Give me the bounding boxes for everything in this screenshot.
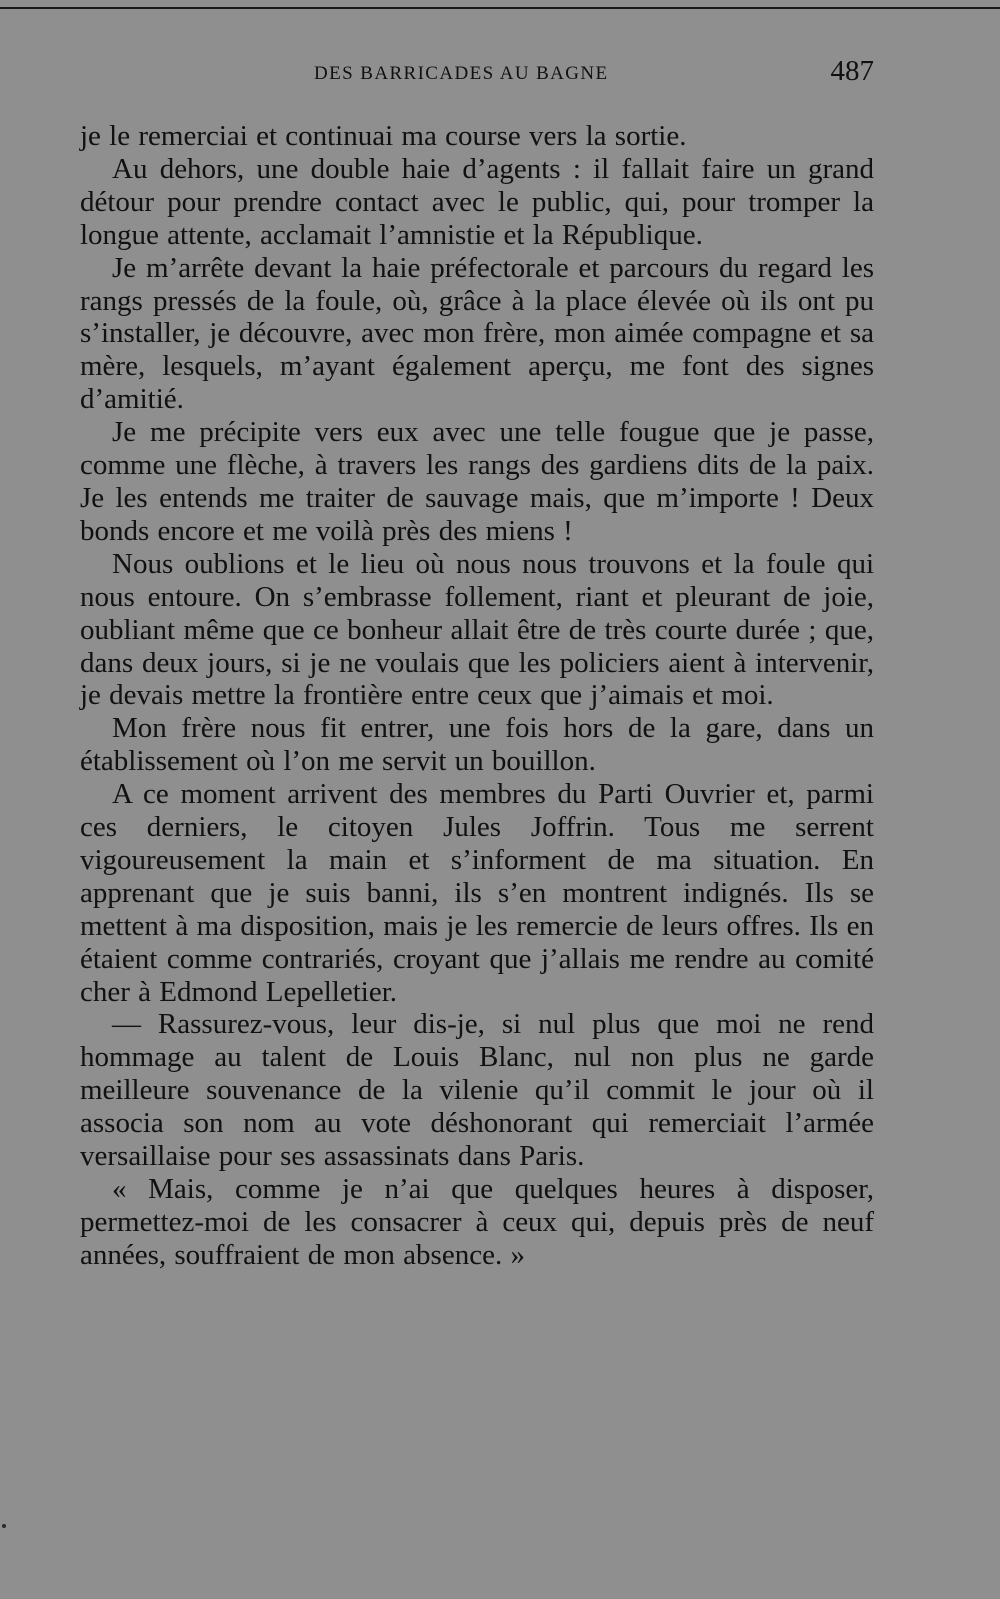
page-number: 487 bbox=[830, 55, 874, 87]
paragraph: Au dehors, une double haie d’agents : il fallait faire un grand détour pour prendre contact avec le public, qui, pour tromper la longue attente, acclamait l’amnistie et la République. bbox=[80, 152, 874, 251]
paragraph: Nous oublions et le lieu où nous nous trouvons et la foule qui nous entoure. On s’embrasse follement, riant et pleurant de joie, oubliant même que ce bonheur allait être de très courte durée ; que, dans deux jours, si je ne voulais que les policiers aient à intervenir, je devais mettre la frontière entre ceux que j’aimais et moi. bbox=[80, 547, 874, 712]
paragraph: « Mais, comme je n’ai que quelques heures à disposer, permettez-moi de les consacrer à ceux qui, depuis près de neuf années, souffraient de mon absence. » bbox=[80, 1173, 874, 1271]
body-text bbox=[80, 120, 874, 1272]
paragraph: je le remerciai et continuai ma course vers la sortie. bbox=[80, 120, 687, 152]
paragraph: — Rassurez-vous, leur dis-je, si nul plus que moi ne rend hommage au talent de Louis Blanc, nul non plus ne garde meilleure souvenance de la vilenie qu’il commit le jour où il associa son nom au vote déshonorant qui remerciait l’armée versaillaise pour ses assassinats dans Paris. bbox=[80, 1008, 874, 1173]
page-header bbox=[82, 55, 874, 95]
paragraph: A ce moment arrivent des membres du Parti Ouvrier et, parmi ces derniers, le citoyen Jules Joffrin. Tous me serrent vigoureusement la main et s’informent de ma situation. En apprenant que je suis banni, ils s’en montrent indignés. Ils se mettent à ma disposition, mais je les remercie de leurs offres. Ils en étaient comme contrariés, croyant que j’allais me rendre au comité cher à Edmond Lepelletier. bbox=[80, 778, 874, 1008]
scan-speck bbox=[2, 1524, 6, 1528]
top-rule bbox=[0, 7, 1000, 9]
paragraph: Je me précipite vers eux avec une telle fougue que je passe, comme une flèche, à travers les rangs des gardiens dits de la paix. Je les entends me traiter de sauvage mais, que m’importe ! Deux bonds encore et me voilà près des miens ! bbox=[80, 416, 874, 547]
running-title: DES BARRICADES AU BAGNE bbox=[314, 63, 609, 84]
paragraph: Mon frère nous fit entrer, une fois hors de la gare, dans un établissement où l’on me servit un bouillon. bbox=[80, 712, 874, 778]
paragraph: Je m’arrête devant la haie préfectorale et parcours du regard les rangs pressés de la foule, où, grâce à la place élevée où ils ont pu s’installer, je découvre, avec mon frère, mon aimée compagne et sa mère, lesquels, m’ayant également aperçu, me font des signes d’amitié. bbox=[80, 251, 874, 416]
